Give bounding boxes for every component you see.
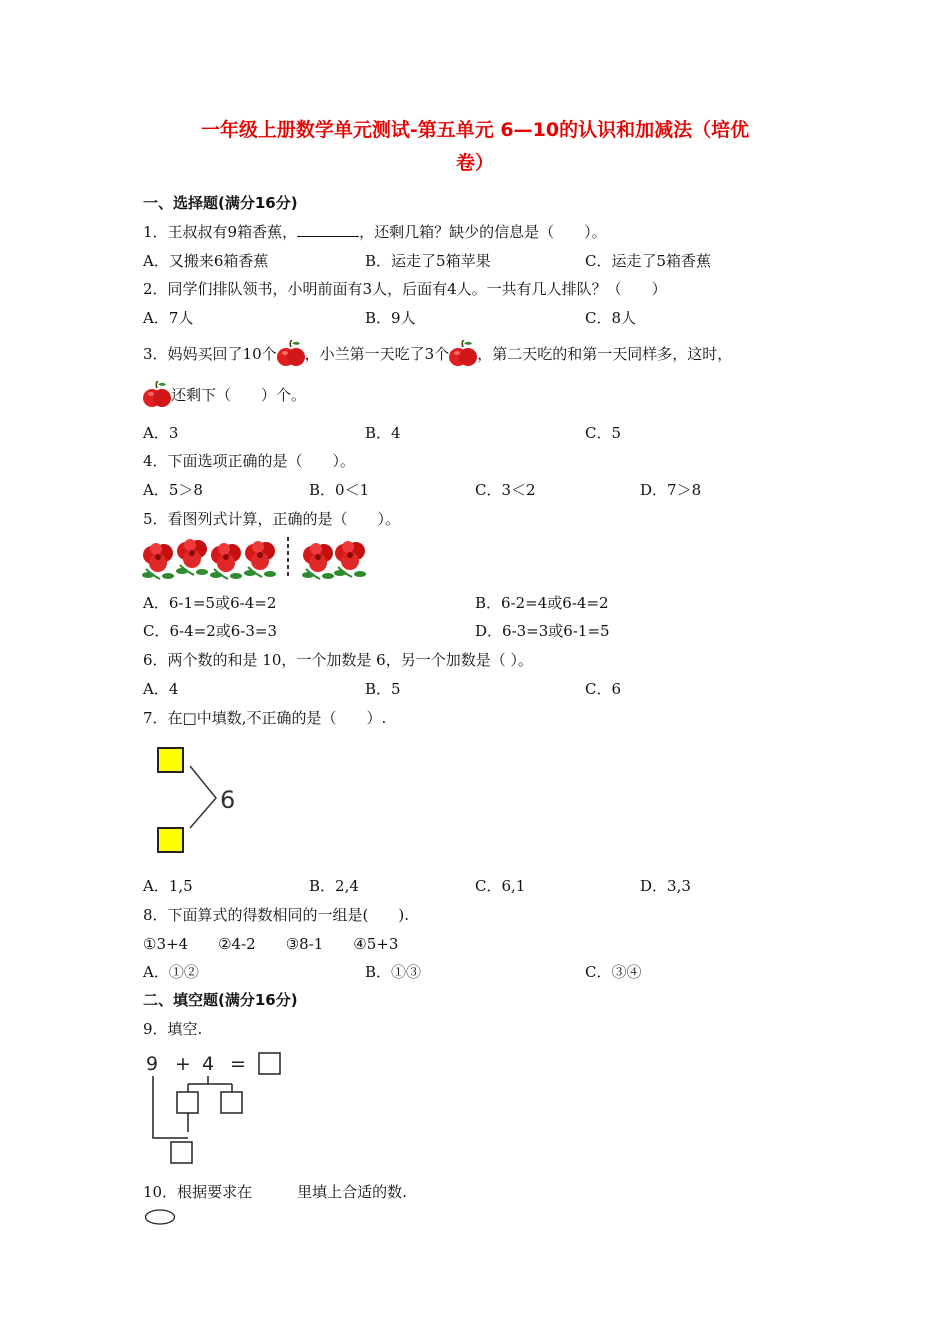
oval-shape	[143, 1206, 177, 1228]
split-box-right	[221, 1092, 242, 1113]
q1-blank	[297, 222, 359, 237]
q6-option-c: C．6	[585, 680, 622, 698]
flower-icon	[176, 539, 208, 575]
q2-option-b: B．9人	[365, 309, 416, 327]
top-square-box	[158, 748, 183, 772]
q3-option-b: B．4	[365, 424, 401, 442]
split-box-left	[177, 1092, 198, 1113]
q3-text-part3: ，第二天吃的和第一天同样多，这时，	[477, 345, 733, 363]
q3-text-part2: ，小兰第一天吃了3个	[304, 345, 450, 363]
q1-option-b: B．运走了5箱苹果	[365, 252, 491, 270]
q5-option-b: B．6-2=4或6-4=2	[475, 594, 609, 612]
q4-option-b: B．0＜1	[309, 481, 370, 499]
q6-option-b: B．5	[365, 680, 401, 698]
q7-option-d: D．3,3	[640, 877, 691, 895]
q8-option-c: C．③④	[585, 963, 642, 981]
q2-option-a: A．7人	[143, 309, 194, 327]
question-3-line-2	[143, 381, 306, 411]
fig-number-9: 9	[146, 1053, 159, 1075]
combine-lines	[153, 1076, 188, 1138]
title-line-2: 卷）	[455, 152, 494, 174]
q1-text-post: ，还剩几箱？缺少的信息是（ ）。	[359, 223, 607, 241]
question-1	[143, 222, 607, 242]
q3-text-part4: 还剩下（ ）个。	[171, 386, 307, 404]
decomposition-figure	[150, 740, 250, 864]
question-10: 10．根据要求在 里填上合适的数.	[143, 1183, 407, 1201]
answer-box	[259, 1053, 280, 1074]
combine-box	[171, 1142, 192, 1163]
q5-option-c: C．6-4=2或6-3=3	[143, 622, 278, 640]
q4-option-d: D．7＞8	[640, 481, 702, 499]
question-5: 5．看图列式计算，正确的是（ ）。	[143, 510, 401, 528]
question-3-line-1	[143, 340, 732, 370]
section-1-heading: 一、选择题(满分16分)	[143, 194, 298, 212]
q1-option-c: C．运走了5箱香蕉	[585, 252, 712, 270]
fig-equals-sign: =	[230, 1053, 246, 1075]
bottom-square-box	[158, 828, 183, 852]
question-6: 6．两个数的和是 10，一个加数是 6，另一个加数是（ ）。	[143, 651, 533, 669]
flower-icon	[302, 543, 334, 579]
q3-option-a: A．3	[143, 424, 179, 442]
flower-icon	[142, 543, 174, 579]
apple-icon	[277, 340, 305, 370]
apple-icon	[449, 340, 477, 370]
branch-lines	[190, 766, 216, 828]
q8-items: ①3+4 ②4-2 ③8-1 ④5+3	[143, 935, 399, 953]
question-2: 2．同学们排队领书，小明前面有3人，后面有4人。一共有几人排队？（ ）	[143, 280, 667, 298]
q5-option-a: A．6-1=5或6-4=2	[143, 594, 277, 612]
flower-icon	[210, 543, 242, 579]
q8-option-a: A．①②	[143, 963, 199, 981]
flowers-figure	[142, 535, 368, 581]
q2-option-c: C．8人	[585, 309, 637, 327]
section-2-heading: 二、填空题(满分16分)	[143, 991, 298, 1009]
figure-number: 6	[220, 786, 236, 814]
q8-option-b: B．①③	[365, 963, 422, 981]
q4-option-a: A．5＞8	[143, 481, 203, 499]
question-8: 8．下面算式的得数相同的一组是( ).	[143, 906, 410, 924]
q7-option-c: C．6,1	[475, 877, 526, 895]
q5-option-d: D．6-3=3或6-1=5	[475, 622, 610, 640]
q7-option-a: A．1,5	[143, 877, 193, 895]
question-9: 9．填空.	[143, 1020, 203, 1038]
fig-number-4: 4	[202, 1053, 215, 1075]
q1-option-a: A．又搬来6箱香蕉	[143, 252, 269, 270]
q7-option-b: B．2,4	[309, 877, 359, 895]
apple-icon	[143, 381, 171, 411]
document-title	[120, 114, 830, 180]
q1-text-pre: 1．王叔叔有9箱香蕉，	[143, 223, 298, 241]
flower-icon	[244, 541, 276, 577]
q3-option-c: C．5	[585, 424, 622, 442]
addition-split-figure	[142, 1046, 292, 1170]
title-line-1: 一年级上册数学单元测试-第五单元 6—10的认识和加减法（培优	[200, 119, 750, 141]
question-7: 7．在□中填数,不正确的是（ ）.	[143, 709, 387, 727]
q3-text-part1: 3．妈妈买回了10个	[143, 345, 277, 363]
q6-option-a: A．4	[143, 680, 179, 698]
split-lines	[188, 1076, 232, 1092]
flower-icon	[334, 541, 366, 577]
q4-option-c: C．3＜2	[475, 481, 536, 499]
question-4: 4．下面选项正确的是（ ）。	[143, 452, 356, 470]
fig-plus-sign: +	[175, 1053, 191, 1075]
